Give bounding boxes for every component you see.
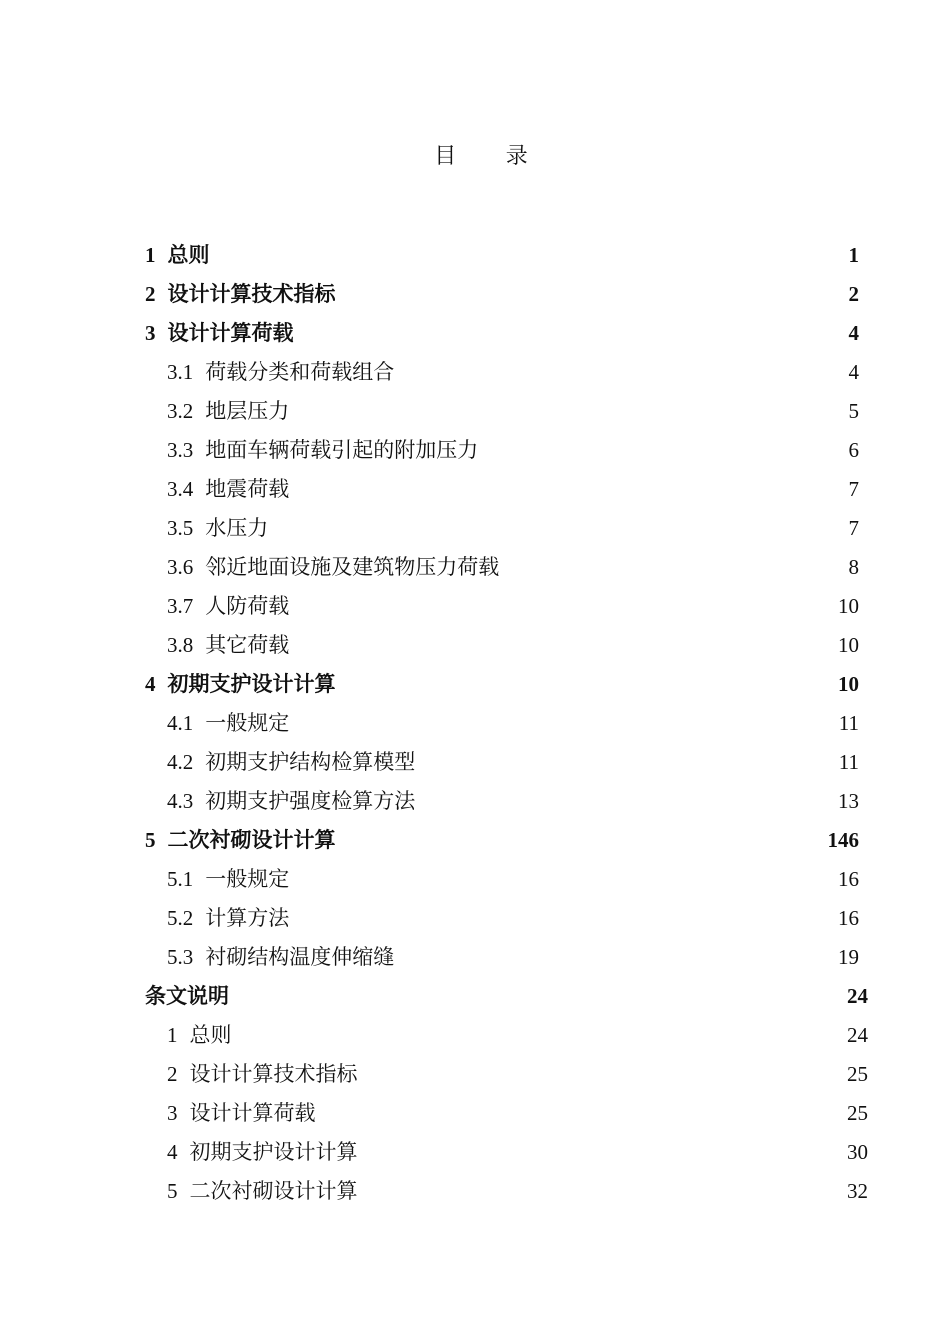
toc-entry-page-number: 19 (838, 945, 859, 969)
toc-entry-page-number: 4 (848, 360, 859, 384)
toc-entry-label (167, 1133, 358, 1172)
toc-entry-label (167, 353, 394, 392)
toc-entry-title: 初期支护设计计算 (189, 1140, 358, 1164)
toc-entry-label (167, 587, 289, 626)
toc-entry-number: 5.1 (167, 867, 194, 891)
toc-entry-page-number: 24 (847, 984, 868, 1008)
toc-entry-title: 总则 (189, 1023, 232, 1047)
toc-entry-title: 荷载分类和荷载组合 (205, 360, 395, 384)
toc-entry-page-number: 10 (838, 594, 859, 618)
toc-entry-number: 5 (145, 828, 156, 852)
toc-entry-label (167, 548, 499, 587)
toc-entry-label (145, 665, 336, 704)
toc-entry[interactable] (0, 860, 950, 899)
toc-entry[interactable] (0, 938, 950, 977)
toc-entry[interactable] (0, 509, 950, 548)
toc-entry-number: 3.8 (167, 633, 194, 657)
toc-entry-title: 一般规定 (205, 867, 290, 891)
toc-entry-title: 初期支护强度检算方法 (205, 789, 416, 813)
toc-entry-number: 3.1 (167, 360, 194, 384)
toc-entry-page-number: 7 (848, 477, 859, 501)
toc-entry-label (167, 1172, 358, 1211)
toc-entry[interactable] (0, 587, 950, 626)
toc-entry-number: 4.3 (167, 789, 194, 813)
toc-entry-number: 3.6 (167, 555, 194, 579)
toc-entry-page-number: 11 (838, 711, 859, 735)
toc-entry[interactable] (0, 1094, 950, 1133)
toc-entry-title: 条文说明 (145, 984, 229, 1008)
toc-entry-title: 初期支护结构检算模型 (205, 750, 416, 774)
toc-entry-label (167, 431, 478, 470)
toc-entry[interactable] (0, 899, 950, 938)
toc-entry-label (167, 782, 415, 821)
toc-entry-number: 3.3 (167, 438, 194, 462)
toc-entry[interactable] (0, 1172, 950, 1211)
toc-entry-page-number: 8 (848, 555, 859, 579)
toc-entry[interactable] (0, 353, 950, 392)
toc-entry-title: 初期支护设计计算 (167, 672, 336, 696)
toc-entry-title: 设计计算技术指标 (189, 1062, 358, 1086)
toc-entry-page-number: 10 (838, 672, 859, 696)
toc-entry[interactable] (0, 1055, 950, 1094)
toc-entry-label (167, 509, 268, 548)
toc-entry-number: 3.4 (167, 477, 194, 501)
toc-entry[interactable] (0, 275, 950, 314)
toc-entry-number: 2 (167, 1062, 178, 1086)
toc-entry-page-number: 2 (848, 282, 859, 306)
toc-entry-page-number: 16 (838, 906, 859, 930)
toc-entry-label (167, 938, 394, 977)
toc-entry-title: 地层压力 (205, 399, 290, 423)
toc-entry-title: 其它荷载 (205, 633, 290, 657)
toc-entry-title: 地面车辆荷载引起的附加压力 (205, 438, 479, 462)
toc-entry[interactable] (0, 236, 950, 275)
toc-entry-page-number: 24 (847, 1023, 868, 1047)
toc-entry-number: 5.2 (167, 906, 194, 930)
toc-entry-number: 2 (145, 282, 156, 306)
toc-entry-label (145, 236, 210, 275)
toc-entry-number: 5.3 (167, 945, 194, 969)
toc-entry-page-number: 11 (838, 750, 859, 774)
toc-entry-number: 4.2 (167, 750, 194, 774)
toc-entry[interactable] (0, 821, 950, 860)
toc-entry[interactable] (0, 314, 950, 353)
toc-entry-number: 3 (145, 321, 156, 345)
toc-entry-label (167, 1055, 358, 1094)
toc-entry-label (167, 470, 289, 509)
toc-entry[interactable] (0, 782, 950, 821)
toc-entry-page-number: 6 (848, 438, 859, 462)
toc-entry-label (167, 860, 289, 899)
toc-entry-number: 3 (167, 1101, 178, 1125)
toc-entry-page-number: 7 (848, 516, 859, 540)
toc-entry-number: 5 (167, 1179, 178, 1203)
toc-entry-label (145, 977, 229, 1016)
toc-entry-page-number: 4 (848, 321, 859, 345)
toc-entry-page-number: 146 (827, 828, 859, 852)
toc-entry-label (167, 899, 289, 938)
toc-entry[interactable] (0, 743, 950, 782)
toc-entry[interactable] (0, 704, 950, 743)
toc-entry-number: 3.5 (167, 516, 194, 540)
toc-entry-number: 1 (145, 243, 156, 267)
toc-entry-number: 3.2 (167, 399, 194, 423)
toc-entry-number: 1 (167, 1023, 178, 1047)
toc-entry[interactable] (0, 392, 950, 431)
toc-entry-page-number: 13 (838, 789, 859, 813)
toc-entry-title: 一般规定 (205, 711, 290, 735)
toc-entry-page-number: 30 (847, 1140, 868, 1164)
page-title: 目 录 (434, 143, 550, 168)
toc-entry-title: 地震荷载 (205, 477, 290, 501)
toc-entry-title: 衬砌结构温度伸缩缝 (205, 945, 395, 969)
toc-entry[interactable] (0, 470, 950, 509)
toc-entry-number: 4.1 (167, 711, 194, 735)
toc-entry-label (167, 1094, 316, 1133)
toc-entry-number: 4 (145, 672, 156, 696)
toc-entry-label (167, 704, 289, 743)
toc-entry-label (167, 1016, 232, 1055)
toc-entry-label (145, 275, 336, 314)
toc-entry-title: 设计计算荷载 (167, 321, 294, 345)
toc-entry-label (167, 743, 415, 782)
toc-entry-label (145, 821, 336, 860)
toc-entry-title: 邻近地面设施及建筑物压力荷载 (205, 555, 500, 579)
toc-entry[interactable] (0, 626, 950, 665)
toc-entry-page-number: 16 (838, 867, 859, 891)
toc-entry[interactable] (0, 1016, 950, 1055)
toc-entry[interactable] (0, 1133, 950, 1172)
toc-entry-page-number: 25 (847, 1101, 868, 1125)
toc-entry-page-number: 32 (847, 1179, 868, 1203)
toc-entry-title: 二次衬砌设计计算 (189, 1179, 358, 1203)
table-of-contents (0, 236, 950, 1211)
toc-entry-label (145, 314, 294, 353)
toc-entry-page-number: 5 (848, 399, 859, 423)
toc-entry-title: 二次衬砌设计计算 (167, 828, 336, 852)
toc-entry-label (167, 626, 289, 665)
toc-entry-page-number: 25 (847, 1062, 868, 1086)
toc-entry-title: 设计计算技术指标 (167, 282, 336, 306)
toc-entry-page-number: 1 (848, 243, 859, 267)
toc-entry-number: 4 (167, 1140, 178, 1164)
toc-entry[interactable] (0, 665, 950, 704)
toc-entry[interactable] (0, 977, 950, 1016)
toc-entry[interactable] (0, 431, 950, 470)
toc-entry-number: 3.7 (167, 594, 194, 618)
toc-entry-title: 人防荷载 (205, 594, 290, 618)
toc-entry-page-number: 10 (838, 633, 859, 657)
toc-entry-title: 总则 (167, 243, 210, 267)
toc-entry-title: 水压力 (205, 516, 269, 540)
toc-entry-label (167, 392, 289, 431)
toc-entry[interactable] (0, 548, 950, 587)
toc-entry-title: 设计计算荷载 (189, 1101, 316, 1125)
toc-entry-title: 计算方法 (205, 906, 290, 930)
